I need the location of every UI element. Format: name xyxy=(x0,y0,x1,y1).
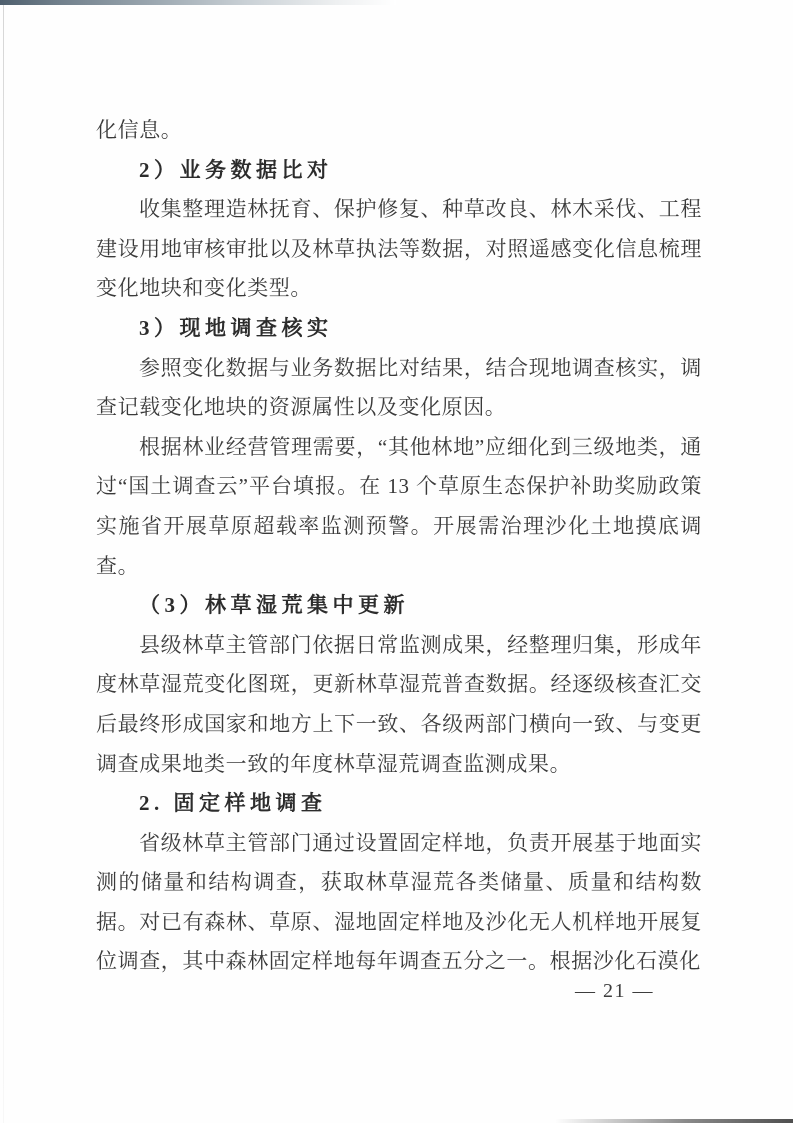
body-paragraph: 收集整理造林抚育、保护修复、种草改良、林木采伐、工程建设用地审核审批以及林草执法等数据，对照遥感变化信息梳理变化地块和变化类型。 xyxy=(96,197,702,301)
section-heading-field-verification: 3）现地调查核实 xyxy=(139,315,333,340)
body-paragraph: 根据林业经营管理需要，“其他林地”应细化到三级地类，通过“国土调查云”平台填报。在 13 个草原生态保护补助奖励政策实施省开展草原超载率监测预警。开展需治理沙化土地摸底调查。 xyxy=(96,434,702,578)
scan-edge-top-artifact xyxy=(0,0,396,5)
section-heading-centralized-update: （3）林草湿荒集中更新 xyxy=(139,593,409,618)
body-paragraph-continuation: 化信息。 xyxy=(96,118,183,142)
section-heading-fixed-plot-survey: 2. 固定样地调查 xyxy=(139,791,327,816)
body-paragraph: 参照变化数据与业务数据比对结果，结合现地调查核实，调查记载变化地块的资源属性以及变化原因。 xyxy=(96,355,702,420)
page-number: — 21 — xyxy=(575,980,654,1002)
body-paragraph: 省级林草主管部门通过设置固定样地，负责开展基于地面实测的储量和结构调查，获取林草湿荒各类储量、质量和结构数据。对已有森林、草原、湿地固定样地及沙化无人机样地开展复位调查，其中森林固定样地每年调查五分之一。根据沙化石漠化 xyxy=(96,830,702,974)
section-heading-business-data-compare: 2）业务数据比对 xyxy=(139,157,333,182)
page-body xyxy=(96,111,702,982)
scan-edge-bottom-artifact xyxy=(555,1119,793,1123)
body-paragraph: 县级林草主管部门依据日常监测成果，经整理归集，形成年度林草湿荒变化图斑，更新林草湿荒普查数据。经逐级核查汇交后最终形成国家和地方上下一致、各级两部门横向一致、与变更调查成果地类一致的年度林草湿荒调查监测成果。 xyxy=(96,632,702,776)
scan-edge-left-artifact xyxy=(3,5,4,1123)
